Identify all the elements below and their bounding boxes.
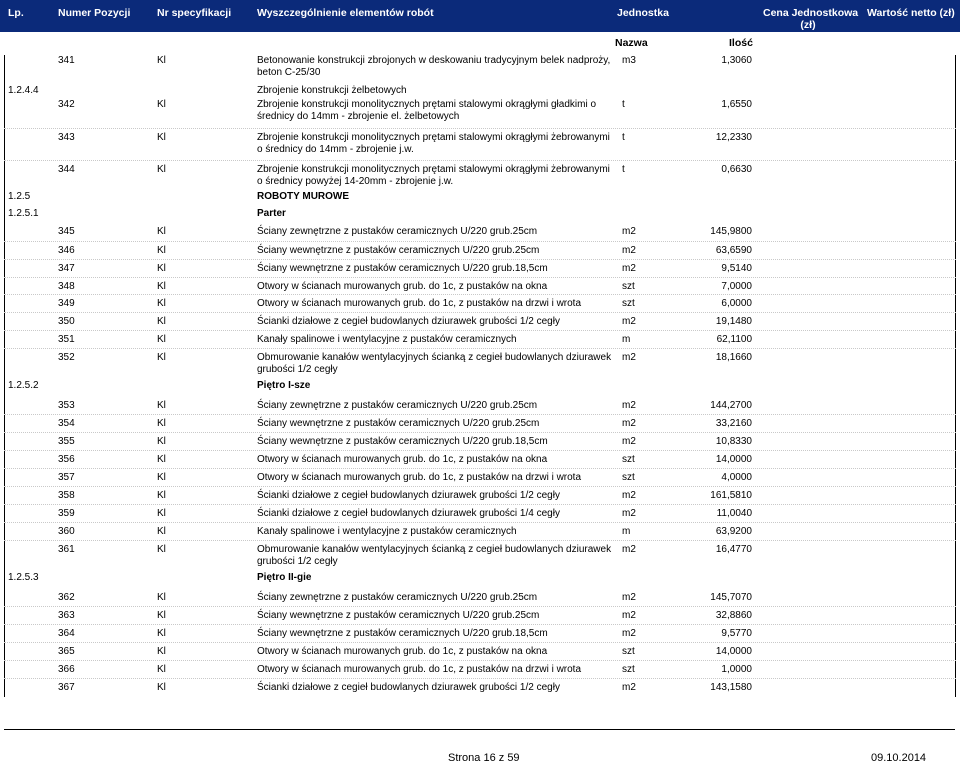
- work-description: Ścianki działowe z cegieł budowlanych dziurawek grubości 1/2 cegły: [257, 316, 560, 327]
- unit-name: m2: [622, 490, 636, 501]
- specification-code: Kl: [157, 245, 166, 256]
- work-description: Zbrojenie konstrukcji monolitycznych prętami stalowymi okrągłymi gładkimi o średnicy do 14mm - zbrojenie el. żelbetowych: [257, 99, 597, 122]
- position-number: 352: [58, 352, 75, 363]
- row-separator: [4, 606, 956, 607]
- specification-code: Kl: [157, 298, 166, 309]
- work-description: Ściany wewnętrzne z pustaków ceramicznych U/220 grub.25cm: [257, 418, 540, 429]
- unit-name: m2: [622, 682, 636, 693]
- position-number: 347: [58, 263, 75, 274]
- work-description: Ściany zewnętrzne z pustaków ceramicznych U/220 grub.25cm: [257, 400, 538, 411]
- unit-name: m3: [622, 55, 636, 66]
- position-number: 360: [58, 526, 75, 537]
- quantity: 143,1580: [710, 682, 752, 693]
- quantity: 14,0000: [715, 454, 752, 465]
- position-number: 349: [58, 298, 75, 309]
- quantity: 1,3060: [721, 55, 752, 66]
- specification-code: Kl: [157, 544, 166, 555]
- work-description: Ściany zewnętrzne z pustaków ceramicznych U/220 grub.25cm: [257, 592, 538, 603]
- quantity: 12,2330: [715, 132, 752, 143]
- section-code: 1.2.4.4: [8, 85, 39, 96]
- section-title: Piętro II-gie: [257, 572, 312, 583]
- row-separator: [4, 294, 956, 295]
- position-number: 355: [58, 436, 75, 447]
- position-number: 362: [58, 592, 75, 603]
- work-description: Otwory w ścianach murowanych grub. do 1c, z pustaków na okna: [257, 454, 548, 465]
- work-description: Ściany wewnętrzne z pustaków ceramicznych U/220 grub.18,5cm: [257, 628, 548, 639]
- unit-name: m2: [622, 508, 636, 519]
- row-separator: [4, 259, 956, 260]
- position-number: 353: [58, 400, 75, 411]
- quantity: 7,0000: [721, 281, 752, 292]
- quantity: 1,0000: [721, 664, 752, 675]
- work-description: Ściany wewnętrzne z pustaków ceramicznych U/220 grub.25cm: [257, 245, 540, 256]
- quantity: 63,9200: [715, 526, 752, 537]
- unit-name: m2: [622, 544, 636, 555]
- work-description: Ścianki działowe z cegieł budowlanych dziurawek grubości 1/2 cegły: [257, 682, 560, 693]
- section-title: Parter: [257, 208, 286, 219]
- work-description: Ściany wewnętrzne z pustaków ceramicznych U/220 grub.18,5cm: [257, 263, 548, 274]
- table-header: [0, 0, 960, 32]
- row-separator: [4, 642, 956, 643]
- position-number: 348: [58, 281, 75, 292]
- position-number: 350: [58, 316, 75, 327]
- unit-name: m2: [622, 263, 636, 274]
- unit-name: m: [622, 526, 631, 537]
- unit-name: m2: [622, 628, 636, 639]
- col-lp-header: Lp.: [8, 7, 24, 19]
- footer-divider: [4, 729, 955, 730]
- specification-code: Kl: [157, 281, 166, 292]
- specification-code: Kl: [157, 132, 166, 143]
- position-number: 361: [58, 544, 75, 555]
- specification-code: Kl: [157, 352, 166, 363]
- specification-code: Kl: [157, 164, 166, 175]
- work-description: Otwory w ścianach murowanych grub. do 1c, z pustaków na okna: [257, 281, 548, 292]
- quantity: 0,6630: [721, 164, 752, 175]
- section-code: 1.2.5.1: [8, 208, 39, 219]
- work-description: Zbrojenie konstrukcji monolitycznych prętami stalowymi okrągłymi żebrowanymi o średnicy do 14mm - zbrojenie j.w.: [257, 132, 610, 155]
- col-numer-pozycji-header: Numer Pozycji: [58, 7, 131, 19]
- table-right-border: [955, 55, 956, 697]
- quantity: 161,5810: [710, 490, 752, 501]
- specification-code: Kl: [157, 334, 166, 345]
- row-separator: [4, 348, 956, 349]
- specification-code: Kl: [157, 592, 166, 603]
- position-number: 364: [58, 628, 75, 639]
- unit-name: m2: [622, 352, 636, 363]
- row-separator: [4, 128, 956, 129]
- row-separator: [4, 241, 956, 242]
- col-wyszczegolnienie-header: Wyszczególnienie elementów robót: [257, 7, 434, 19]
- specification-code: Kl: [157, 99, 166, 110]
- work-description: Obmurowanie kanałów wentylacyjnych ścianką z cegieł budowlanych dziurawek grubości 1/2 cegły: [257, 352, 612, 375]
- row-separator: [4, 624, 956, 625]
- row-separator: [4, 414, 956, 415]
- unit-name: szt: [622, 281, 635, 292]
- row-separator: [4, 277, 956, 278]
- row-separator: [4, 468, 956, 469]
- position-number: 341: [58, 55, 75, 66]
- position-number: 343: [58, 132, 75, 143]
- quantity: 145,7070: [710, 592, 752, 603]
- quantity: 14,0000: [715, 646, 752, 657]
- work-description: Otwory w ścianach murowanych grub. do 1c, z pustaków na drzwi i wrota: [257, 664, 582, 675]
- col-jednostka-header: Jednostka: [617, 7, 669, 19]
- position-number: 366: [58, 664, 75, 675]
- sub-header-nazwa: Nazwa: [615, 37, 648, 49]
- position-number: 365: [58, 646, 75, 657]
- unit-name: szt: [622, 664, 635, 675]
- specification-code: Kl: [157, 490, 166, 501]
- work-description: Ściany zewnętrzne z pustaków ceramicznych U/220 grub.25cm: [257, 226, 538, 237]
- position-number: 354: [58, 418, 75, 429]
- unit-name: szt: [622, 454, 635, 465]
- specification-code: Kl: [157, 628, 166, 639]
- position-number: 363: [58, 610, 75, 621]
- specification-code: Kl: [157, 55, 166, 66]
- quantity: 4,0000: [721, 472, 752, 483]
- section-code: 1.2.5: [8, 191, 31, 202]
- work-description: Otwory w ścianach murowanych grub. do 1c, z pustaków na drzwi i wrota: [257, 472, 582, 483]
- row-separator: [4, 678, 956, 679]
- section-code: 1.2.5.2: [8, 380, 39, 391]
- row-separator: [4, 522, 956, 523]
- work-description: Obmurowanie kanałów wentylacyjnych ścianką z cegieł budowlanych dziurawek grubości 1/2 cegły: [257, 544, 612, 567]
- position-number: 359: [58, 508, 75, 519]
- work-description: Ścianki działowe z cegieł budowlanych dziurawek grubości 1/2 cegły: [257, 490, 560, 501]
- position-number: 346: [58, 245, 75, 256]
- row-separator: [4, 540, 956, 541]
- specification-code: Kl: [157, 610, 166, 621]
- row-separator: [4, 450, 956, 451]
- work-description: Otwory w ścianach murowanych grub. do 1c, z pustaków na drzwi i wrota: [257, 298, 582, 309]
- unit-name: t: [622, 164, 625, 175]
- col-nr-specyfikacji-header: Nr specyfikacji: [157, 7, 232, 19]
- unit-name: m2: [622, 226, 636, 237]
- quantity: 19,1480: [715, 316, 752, 327]
- quantity: 6,0000: [721, 298, 752, 309]
- unit-name: m2: [622, 245, 636, 256]
- quantity: 18,1660: [715, 352, 752, 363]
- work-description: Kanały spalinowe i wentylacyjne z pustaków ceramicznych: [257, 334, 517, 345]
- row-separator: [4, 432, 956, 433]
- quantity: 11,0040: [716, 508, 752, 519]
- quantity: 62,1100: [716, 334, 752, 345]
- row-separator: [4, 330, 956, 331]
- specification-code: Kl: [157, 526, 166, 537]
- section-code: 1.2.5.3: [8, 572, 39, 583]
- work-description: Otwory w ścianach murowanych grub. do 1c, z pustaków na okna: [257, 646, 548, 657]
- unit-name: m2: [622, 610, 636, 621]
- table-left-border: [4, 55, 5, 697]
- quantity: 33,2160: [715, 418, 752, 429]
- unit-name: m: [622, 334, 631, 345]
- row-separator: [4, 312, 956, 313]
- position-number: 351: [58, 334, 75, 345]
- position-number: 345: [58, 226, 75, 237]
- position-number: 342: [58, 99, 75, 110]
- row-separator: [4, 504, 956, 505]
- row-separator: [4, 660, 956, 661]
- specification-code: Kl: [157, 472, 166, 483]
- work-description: Betonowanie konstrukcji zbrojonych w deskowaniu tradycyjnym belek nadproży, beton C-25/30: [257, 55, 611, 78]
- specification-code: Kl: [157, 682, 166, 693]
- position-number: 358: [58, 490, 75, 501]
- specification-code: Kl: [157, 664, 166, 675]
- page-number: Strona 16 z 59: [448, 752, 520, 764]
- unit-name: m2: [622, 436, 636, 447]
- work-description: Ściany wewnętrzne z pustaków ceramicznych U/220 grub.25cm: [257, 610, 540, 621]
- unit-name: m2: [622, 400, 636, 411]
- quantity: 9,5770: [721, 628, 752, 639]
- specification-code: Kl: [157, 436, 166, 447]
- unit-name: szt: [622, 298, 635, 309]
- quantity: 9,5140: [721, 263, 752, 274]
- quantity: 144,2700: [710, 400, 752, 411]
- work-description: Kanały spalinowe i wentylacyjne z pustaków ceramicznych: [257, 526, 517, 537]
- work-description: Ściany wewnętrzne z pustaków ceramicznych U/220 grub.18,5cm: [257, 436, 548, 447]
- quantity: 145,9800: [710, 226, 752, 237]
- sub-header-ilosc: Ilość: [729, 37, 753, 49]
- section-title: Zbrojenie konstrukcji żelbetowych: [257, 85, 407, 96]
- specification-code: Kl: [157, 646, 166, 657]
- row-separator: [4, 160, 956, 161]
- quantity: 63,6590: [715, 245, 752, 256]
- specification-code: Kl: [157, 508, 166, 519]
- specification-code: Kl: [157, 400, 166, 411]
- unit-name: m2: [622, 316, 636, 327]
- unit-name: m2: [622, 592, 636, 603]
- quantity: 10,8330: [715, 436, 752, 447]
- quantity: 16,4770: [715, 544, 752, 555]
- section-title: ROBOTY MUROWE: [257, 191, 350, 202]
- specification-code: Kl: [157, 263, 166, 274]
- row-separator: [4, 486, 956, 487]
- specification-code: Kl: [157, 454, 166, 465]
- col-wartosc-header: Wartość netto (zł): [867, 7, 955, 19]
- work-description: Ścianki działowe z cegieł budowlanych dziurawek grubości 1/4 cegły: [257, 508, 560, 519]
- position-number: 357: [58, 472, 75, 483]
- quantity: 32,8860: [715, 610, 752, 621]
- print-date: 09.10.2014: [871, 752, 927, 764]
- col-cena-header-line1: Cena Jednostkowa: [763, 7, 859, 19]
- col-cena-header-line2: (zł): [800, 19, 816, 31]
- work-description: Zbrojenie konstrukcji monolitycznych prętami stalowymi okrągłymi żebrowanymi o średnicy powyżej 14-20mm - zbrojenie j.w.: [257, 164, 610, 187]
- position-number: 367: [58, 682, 75, 693]
- position-number: 356: [58, 454, 75, 465]
- unit-name: t: [622, 99, 625, 110]
- specification-code: Kl: [157, 418, 166, 429]
- section-title: Piętro I-sze: [257, 380, 311, 391]
- unit-name: t: [622, 132, 625, 143]
- specification-code: Kl: [157, 226, 166, 237]
- unit-name: m2: [622, 418, 636, 429]
- position-number: 344: [58, 164, 75, 175]
- specification-code: Kl: [157, 316, 166, 327]
- unit-name: szt: [622, 646, 635, 657]
- unit-name: szt: [622, 472, 635, 483]
- quantity: 1,6550: [721, 99, 752, 110]
